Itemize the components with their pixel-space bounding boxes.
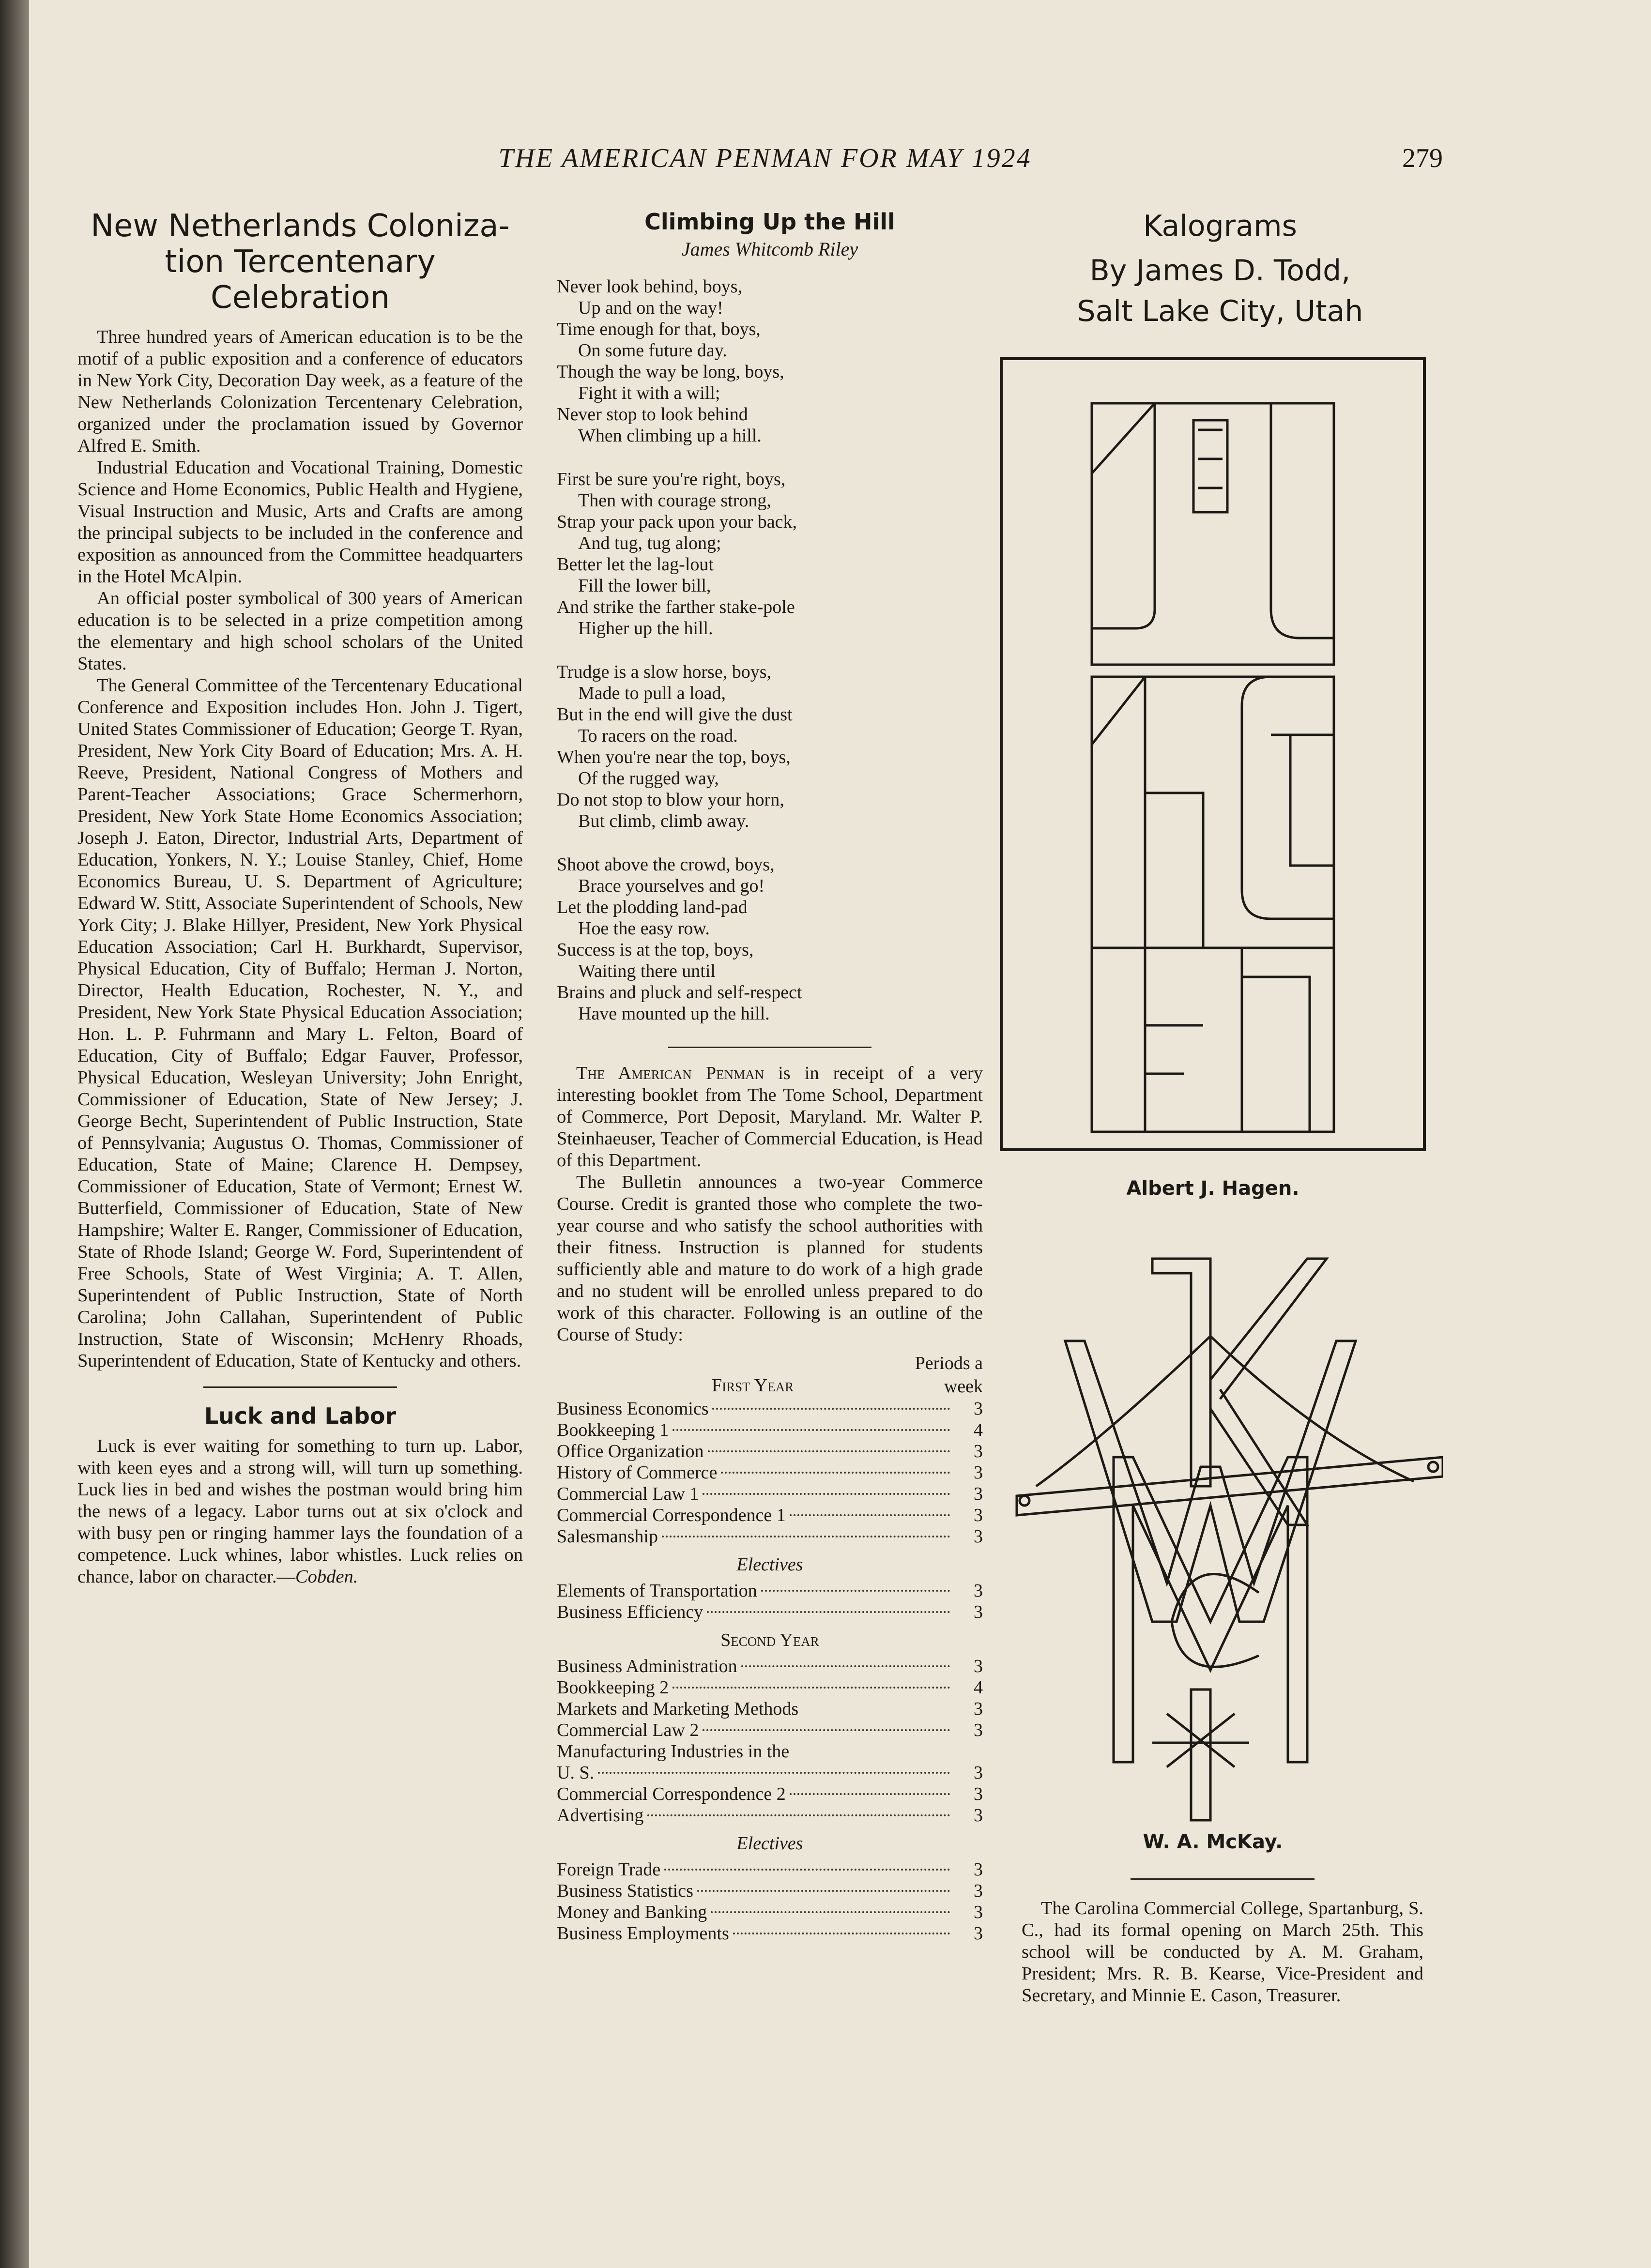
course-row bbox=[557, 1483, 983, 1505]
article-paragraph: The General Committee of the Tercentenary Educational Conference and Exposition includes Hon. John J. Tigert, United States Commissioner of Education; George T. Ryan, President, New York City Board of Education; Mrs. A. H. Reeve, President, National Congress of Mothers and Parent-Teacher Associations; Grace Schermerhorn, President, New York State Home Economics Association; Joseph J. Eaton, Director, Industrial Arts, Department of Education, Yonkers, N. Y.; Louise Stanley, Chief, Home Economics Bureau, U. S. Department of Agriculture; Edward W. Stitt, Associate Superintendent of Schools, New York City; J. Blake Hillyer, President, New York Physical Education Association; Carl H. Burkhardt, Supervisor, Physical Education, City of Buffalo; Herman J. Norton, Director, Health Education, Rochester, N. Y., and President, New York State Physical Education Association; Hon. L. P. Fuhrmann and Mary L. Felton, Board of Education, City of Buffalo; Edgar Fauver, Professor, Physical Education, Wesleyan University; John Enright, Commissioner of Education, State of New Jersey; J. George Becht, Superintendent of Public Instruction, State of Pennsylvania; Augustus O. Thomas, Commissioner of Education, State of Maine; Clarence H. Dempsey, Commissioner of Education, State of Vermont; Ernest W. Butterfield, Commissioner of Education, State of New Hampshire; Walter E. Ranger, Commissioner of Education, State of Rhode Island; George W. Ford, Superintendent of Free Schools, State of West Virginia; A. T. Allen, Superintendent of Public Instruction, State of North Carolina; John Callahan, Superintendent of Public Instruction, State of Wisconsin; McHenry Rhoads, Superintendent of Education, State of Kentucky and others. bbox=[77, 675, 523, 1371]
second-year-electives-list bbox=[557, 1859, 983, 1944]
poem-line: Never look behind, boys, bbox=[557, 276, 743, 297]
course-row bbox=[557, 1656, 983, 1677]
poem-line: And strike the farther stake-pole bbox=[557, 597, 795, 617]
magazine-name: The American Penman bbox=[576, 1063, 764, 1083]
poem-line: Have mounted up the hill. bbox=[578, 1004, 770, 1024]
second-year-course-list bbox=[557, 1656, 983, 1826]
poem-line: To racers on the road. bbox=[578, 726, 738, 746]
poem-stanza bbox=[557, 469, 983, 639]
poem-stanza bbox=[557, 661, 983, 832]
course-name: Foreign Trade bbox=[557, 1859, 661, 1880]
column-left bbox=[77, 208, 523, 1588]
dot-leader bbox=[673, 1429, 950, 1431]
article-title-tercentenary: New Netherlands Coloniza-tion Tercentenary Celebration bbox=[91, 208, 510, 316]
poem-line: On some future day. bbox=[578, 340, 727, 361]
running-head: THE AMERICAN PENMAN FOR MAY 1924 bbox=[498, 143, 1032, 173]
course-row bbox=[557, 1398, 983, 1419]
luck-labor-text bbox=[77, 1435, 523, 1588]
first-year-electives-heading: Electives bbox=[736, 1554, 803, 1575]
course-periods: 3 bbox=[974, 1784, 983, 1804]
dot-leader bbox=[598, 1772, 950, 1774]
luck-labor-attribution: Cobden. bbox=[295, 1567, 358, 1587]
column-right bbox=[997, 208, 1443, 329]
kalograms-byline: By James D. Todd, bbox=[1089, 254, 1351, 288]
course-name: Salesmanship bbox=[557, 1526, 658, 1547]
course-row bbox=[557, 1441, 983, 1462]
first-year-course-list bbox=[557, 1398, 983, 1547]
poem-line: Though the way be long, boys, bbox=[557, 362, 784, 382]
second-year-electives-heading: Electives bbox=[736, 1833, 803, 1854]
poem-line: Better let the lag-lout bbox=[557, 554, 714, 575]
course-name: Manufacturing Industries in the bbox=[557, 1741, 790, 1762]
course-periods: 3 bbox=[974, 1763, 983, 1783]
dot-leader bbox=[711, 1911, 950, 1913]
article-title-luck-and-labor: Luck and Labor bbox=[204, 1403, 397, 1429]
poem-line: Let the plodding land-pad bbox=[557, 897, 748, 917]
course-row bbox=[557, 1462, 983, 1483]
course-name: Money and Banking bbox=[557, 1902, 707, 1922]
course-periods: 3 bbox=[974, 1505, 983, 1525]
poem-title: Climbing Up the Hill bbox=[644, 209, 895, 235]
dot-leader bbox=[741, 1665, 950, 1667]
course-periods: 3 bbox=[974, 1720, 983, 1740]
poem-line: Do not stop to blow your horn, bbox=[557, 790, 784, 810]
course-periods: 3 bbox=[974, 1656, 983, 1676]
dot-leader bbox=[703, 1493, 950, 1495]
course-periods: 4 bbox=[974, 1420, 983, 1440]
course-name: Commercial Correspondence 1 bbox=[557, 1505, 786, 1525]
dot-leader bbox=[721, 1472, 950, 1474]
first-year-electives-list bbox=[557, 1580, 983, 1623]
course-row bbox=[557, 1601, 983, 1623]
course-name: U. S. bbox=[557, 1763, 595, 1783]
course-name: Business Efficiency bbox=[557, 1602, 703, 1622]
poem-line: Made to pull a load, bbox=[578, 683, 726, 703]
course-name: Commercial Law 1 bbox=[557, 1484, 699, 1504]
dot-leader bbox=[733, 1933, 950, 1934]
poem-line: Waiting there until bbox=[578, 961, 716, 981]
poem-author: James Whitcomb Riley bbox=[681, 238, 858, 260]
course-name: Commercial Law 2 bbox=[557, 1720, 699, 1740]
poem-line: Shoot above the crowd, boys, bbox=[557, 854, 775, 875]
tome-notice-paragraph bbox=[557, 1063, 983, 1172]
course-row bbox=[557, 1419, 983, 1441]
second-year-heading: Second Year bbox=[720, 1630, 819, 1650]
poem-line: Hoe the easy row. bbox=[578, 918, 710, 939]
course-name: Business Employments bbox=[557, 1923, 729, 1944]
course-row bbox=[557, 1720, 983, 1741]
mckay-caption: W. A. McKay. bbox=[1143, 1831, 1283, 1853]
dot-leader bbox=[790, 1793, 950, 1795]
course-row bbox=[557, 1859, 983, 1880]
course-periods: 4 bbox=[974, 1677, 983, 1698]
poem-line: Fight it with a will; bbox=[578, 383, 720, 403]
poem-line: Success is at the top, boys, bbox=[557, 940, 754, 960]
course-periods: 3 bbox=[974, 1399, 983, 1419]
course-row bbox=[557, 1505, 983, 1526]
poem-line: Then with courage strong, bbox=[578, 490, 771, 511]
course-row bbox=[557, 1698, 983, 1720]
course-periods: 3 bbox=[974, 1699, 983, 1719]
course-row bbox=[557, 1762, 983, 1783]
poem-line: Brace yourselves and go! bbox=[578, 876, 765, 896]
course-row bbox=[557, 1677, 983, 1698]
poem-line: But climb, climb away. bbox=[578, 811, 749, 831]
course-header bbox=[557, 1352, 983, 1398]
carolina-notice-text: The Carolina Commercial College, Spartanburg, S. C., had its formal opening on March 25th. This school will be conducted by A. M. Graham, President; Mrs. R. B. Kearse, Vice-President and Secretary, and Minnie E. Cason, Treasurer. bbox=[1022, 1898, 1423, 2006]
poem-line: Fill the lower bill, bbox=[578, 576, 711, 596]
article-paragraph: Industrial Education and Vocational Training, Domestic Science and Home Economics, Public Health and Hygiene, Visual Instruction and Music, Arts and Crafts are among the principal subjects to be included in the conference and exposition as announced from the Committee headquarters in the Hotel McAlpin. bbox=[77, 457, 523, 587]
course-row bbox=[557, 1805, 983, 1826]
dot-leader bbox=[703, 1729, 950, 1731]
course-periods: 3 bbox=[974, 1602, 983, 1622]
luck-labor-body: Luck is ever waiting for something to turn up. Labor, with keen eyes and a strong will, will turn up something. Luck lies in bed and wishes the postman would bring him the news of a legacy. Labor turns out at six o'clock and with busy pen or ringing hammer lays the foundation of a competence. Luck whines, labor whistles. Luck relies on chance, labor on character.— bbox=[77, 1436, 523, 1587]
course-row bbox=[557, 1880, 983, 1902]
dot-leader bbox=[708, 1450, 950, 1452]
course-name: Advertising bbox=[557, 1805, 644, 1826]
poem-stanza bbox=[557, 276, 983, 446]
dot-leader bbox=[664, 1869, 950, 1871]
poem-line: Of the rugged way, bbox=[578, 768, 719, 789]
course-row bbox=[557, 1526, 983, 1547]
course-periods: 3 bbox=[974, 1526, 983, 1547]
poem-line: Higher up the hill. bbox=[578, 618, 713, 639]
course-row bbox=[557, 1902, 983, 1923]
course-periods: 3 bbox=[974, 1881, 983, 1901]
poem-line: When you're near the top, boys, bbox=[557, 747, 791, 767]
course-periods: 3 bbox=[974, 1859, 983, 1880]
tome-bulletin-paragraph: The Bulletin announces a two-year Commerce Course. Credit is granted those who complete the two-year course and who satisfy the school authorities with their fitness. Instruction is planned for students sufficiently able and mature to do work of a high grade and no student will be enrolled unless prepared to do work of this character. Following is an outline of the Course of Study: bbox=[557, 1172, 983, 1345]
poem-line: Strap your pack upon your back, bbox=[557, 512, 797, 532]
dot-leader bbox=[712, 1408, 950, 1410]
course-row bbox=[557, 1783, 983, 1805]
section-divider bbox=[1131, 1878, 1315, 1880]
poem-stanza bbox=[557, 854, 983, 1024]
dot-leader bbox=[673, 1687, 950, 1689]
course-periods: 3 bbox=[974, 1462, 983, 1483]
course-name: Business Administration bbox=[557, 1656, 737, 1676]
dot-leader bbox=[662, 1536, 950, 1537]
course-periods: 3 bbox=[974, 1581, 983, 1601]
poem-line: And tug, tug along; bbox=[578, 533, 721, 553]
course-name: Elements of Transportation bbox=[557, 1581, 757, 1601]
tome-notice-text: is in receipt of a very interesting booklet from The Tome School, Department of Commerce, Port Deposit, Maryland. Mr. Walter P. Steinhaeuser, Teacher of Commercial Education, is Head of this Department. bbox=[557, 1063, 983, 1171]
course-name: Markets and Marketing Methods bbox=[557, 1699, 799, 1719]
course-periods: 3 bbox=[974, 1923, 983, 1944]
course-name: Business Statistics bbox=[557, 1881, 693, 1901]
poem-line: Brains and pluck and self-respect bbox=[557, 982, 802, 1003]
hagen-caption: Albert J. Hagen. bbox=[1126, 1177, 1299, 1200]
book-spine-shadow bbox=[0, 0, 29, 2268]
section-divider bbox=[203, 1386, 397, 1388]
hagen-kalogram bbox=[1000, 357, 1426, 1151]
course-name: Commercial Correspondence 2 bbox=[557, 1784, 786, 1804]
kalograms-title: Kalograms bbox=[1143, 209, 1297, 243]
course-name: Bookkeeping 2 bbox=[557, 1677, 669, 1698]
course-row bbox=[557, 1741, 983, 1762]
page-number: 279 bbox=[1402, 143, 1443, 173]
dot-leader bbox=[790, 1514, 950, 1516]
course-name: History of Commerce bbox=[557, 1462, 718, 1483]
dot-leader bbox=[647, 1814, 950, 1816]
dot-leader bbox=[697, 1890, 950, 1892]
periods-column-header: Periods a week bbox=[915, 1353, 983, 1397]
article-paragraph: An official poster symbolical of 300 years of American education is to be selected in a prize competition among the elementary and high school scholars of the United States. bbox=[77, 588, 523, 674]
course-name: Business Economics bbox=[557, 1399, 709, 1419]
poem-line: But in the end will give the dust bbox=[557, 704, 793, 725]
poem-line: First be sure you're right, boys, bbox=[557, 469, 786, 489]
course-periods: 3 bbox=[974, 1805, 983, 1826]
course-row bbox=[557, 1580, 983, 1601]
column-middle bbox=[557, 208, 983, 1944]
carolina-notice bbox=[1022, 1898, 1423, 2007]
dot-leader bbox=[707, 1611, 950, 1613]
course-name: Bookkeeping 1 bbox=[557, 1420, 669, 1440]
kalograms-location: Salt Lake City, Utah bbox=[1077, 294, 1363, 328]
poem-line: Trudge is a slow horse, boys, bbox=[557, 662, 771, 682]
article-paragraph: Three hundred years of American education is to be the motif of a public exposition and a conference of educators in New York City, Decoration Day week, as a feature of the New Netherlands Colonization Tercentenary Celebration, organized under the proclamation issued by Governor Alfred E. Smith. bbox=[77, 327, 523, 456]
course-row bbox=[557, 1923, 983, 1944]
dot-leader bbox=[761, 1590, 950, 1592]
poem-line: Up and on the way! bbox=[578, 298, 723, 318]
poem-line: Never stop to look behind bbox=[557, 404, 748, 425]
poem-line: When climbing up a hill. bbox=[578, 426, 762, 446]
course-periods: 3 bbox=[974, 1484, 983, 1504]
course-periods: 3 bbox=[974, 1441, 983, 1461]
first-year-heading: First Year bbox=[712, 1375, 794, 1396]
poem-line: Time enough for that, boys, bbox=[557, 319, 761, 339]
course-periods: 3 bbox=[974, 1902, 983, 1922]
course-name: Office Organization bbox=[557, 1441, 704, 1461]
poem-body bbox=[557, 276, 983, 1024]
section-divider bbox=[668, 1047, 871, 1048]
mckay-kalogram bbox=[1007, 1254, 1443, 1825]
